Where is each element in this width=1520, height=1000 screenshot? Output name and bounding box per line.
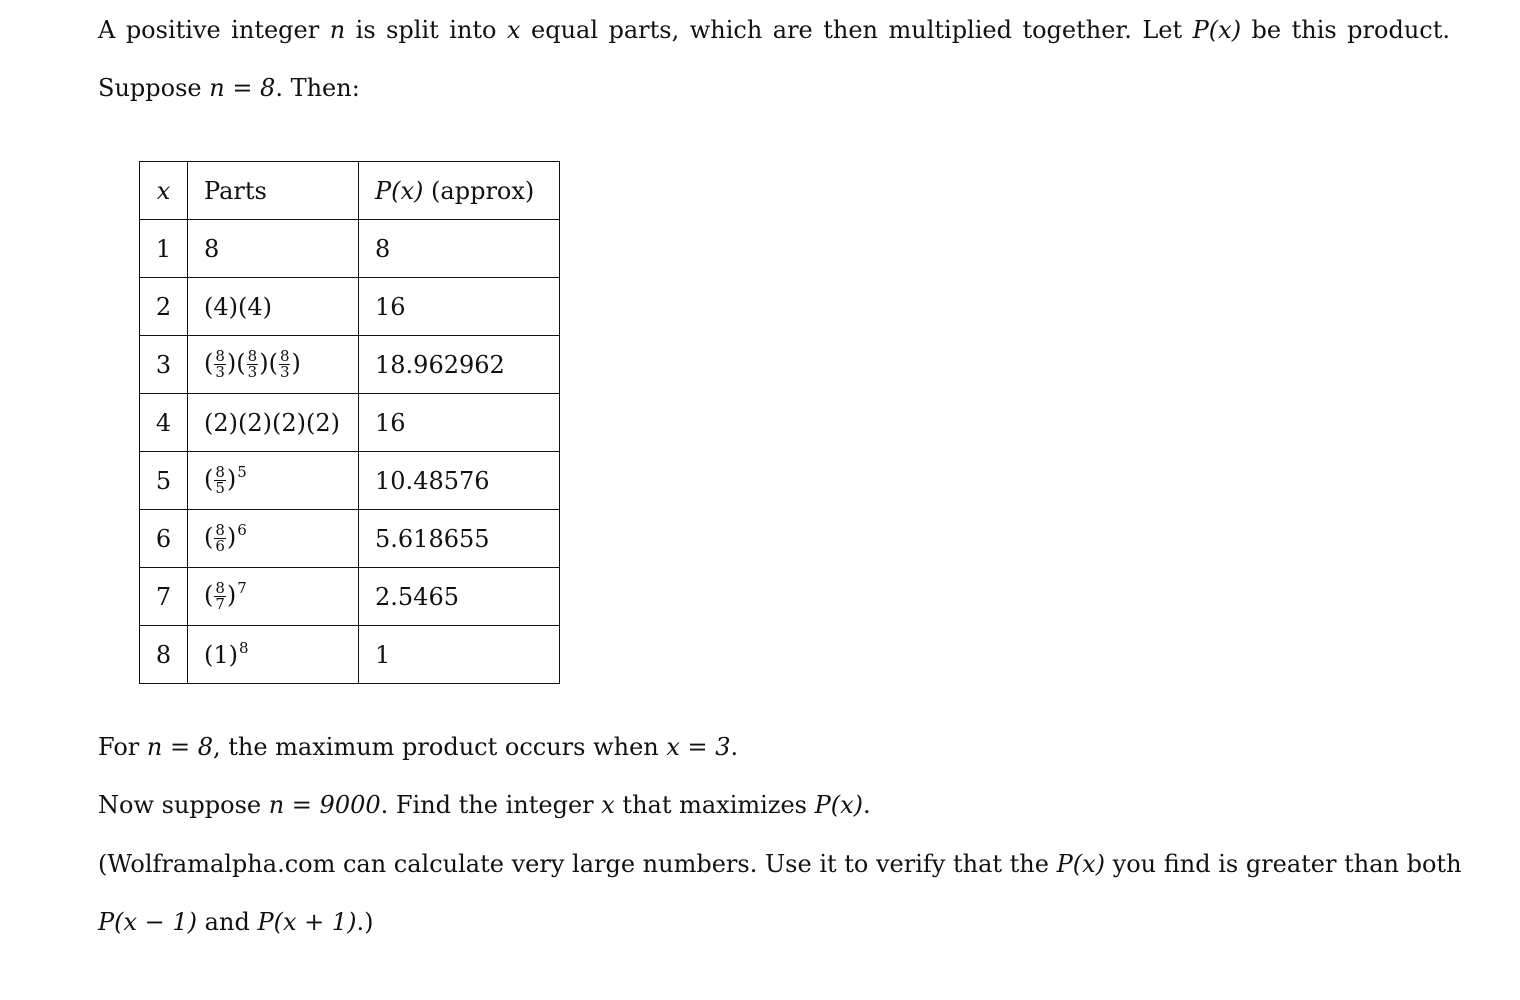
- math-n-eq-8: n = 8: [209, 74, 276, 102]
- cell-x: 3: [140, 336, 188, 394]
- cell-px: 10.48576: [359, 452, 560, 510]
- text-segment: For: [98, 733, 147, 761]
- cell-parts: 8: [188, 220, 359, 278]
- table-header-row: [140, 162, 560, 220]
- math-px: P(x): [814, 791, 864, 819]
- header-px: [359, 162, 560, 220]
- text-segment: .: [863, 791, 871, 819]
- table-row: [140, 336, 560, 394]
- math-x-eq-3: x = 3: [666, 733, 731, 761]
- text-segment: and: [197, 908, 258, 936]
- exponent: 7: [237, 579, 247, 597]
- intro-sentence: [98, 16, 1450, 45]
- fraction: $\frac{8}{3}$: [215, 347, 225, 381]
- text-segment: be this product.: [1241, 16, 1450, 44]
- cell-px: 16: [359, 278, 560, 336]
- suppose-line: [98, 74, 360, 103]
- fraction: $\frac{8}{3}$: [247, 347, 258, 381]
- math-x: x: [506, 16, 521, 44]
- header-parts: Parts: [188, 162, 359, 220]
- text-segment: .): [356, 908, 374, 936]
- cell-x: 7: [140, 568, 188, 626]
- text-segment: .: [730, 733, 739, 761]
- cell-x: 2: [140, 278, 188, 336]
- cell-px: 18.962962: [359, 336, 560, 394]
- cell-x: 4: [140, 394, 188, 452]
- math-x: x: [601, 791, 615, 819]
- table-row: [140, 452, 560, 510]
- text-segment: , the maximum product occurs when: [212, 733, 667, 761]
- math-n-eq-8: n = 8: [146, 733, 213, 761]
- cell-parts: [188, 626, 359, 684]
- math-px-minus-1: P(x − 1): [98, 908, 198, 936]
- math-px-plus-1: P(x + 1): [257, 908, 357, 936]
- table-row: [140, 626, 560, 684]
- fraction: $\frac{8}{7}$: [215, 579, 225, 613]
- parts-table: [139, 161, 560, 684]
- cell-x: 5: [140, 452, 188, 510]
- text-segment: Suppose: [98, 74, 210, 102]
- text-segment: . Then:: [275, 74, 360, 102]
- text-segment: is split into: [345, 16, 507, 44]
- text-segment: (Wolframalpha.com can calculate very large numbers. Use it to verify that the: [98, 850, 1057, 878]
- text-segment: A positive integer: [98, 16, 330, 44]
- text-segment: equal parts, which are then multiplied together. Let: [520, 16, 1193, 44]
- fraction: $\frac{8}{6}$: [215, 521, 225, 555]
- cell-px: 8: [359, 220, 560, 278]
- exponent: 6: [237, 521, 247, 539]
- math-px: P(x): [1056, 850, 1106, 878]
- cell-parts: ( $\frac{8}{6}$ )$^6$: [188, 510, 359, 568]
- cell-parts: ( $\frac{8}{3}$ )( $\frac{8}{3}$ )( $\frac{8}{3}$ ): [188, 336, 359, 394]
- text-segment: Now suppose: [98, 791, 269, 819]
- text-segment: that maximizes: [614, 791, 815, 819]
- exponent: 5: [237, 463, 247, 481]
- cell-parts: (2)(2)(2)(2): [188, 394, 359, 452]
- table-row: [140, 510, 560, 568]
- header-px-fn: P(x): [375, 176, 424, 205]
- cell-x: 6: [140, 510, 188, 568]
- cell-px: 16: [359, 394, 560, 452]
- cell-px: 5.618655: [359, 510, 560, 568]
- fraction: $\frac{8}{3}$: [279, 347, 290, 381]
- exponent: 8: [239, 638, 249, 657]
- cell-x: 1: [140, 220, 188, 278]
- fraction: $\frac{8}{5}$: [215, 463, 225, 497]
- math-n: n: [329, 16, 346, 44]
- cell-parts: (4)(4): [188, 278, 359, 336]
- cell-x: 8: [140, 626, 188, 684]
- table-row: [140, 220, 560, 278]
- cell-parts: ( $\frac{8}{5}$ )$^5$: [188, 452, 359, 510]
- cell-px: 2.5465: [359, 568, 560, 626]
- hint-line: [98, 850, 1462, 879]
- math-n-eq-9000: n = 9000: [268, 791, 381, 819]
- cell-parts: ( $\frac{8}{7}$ )$^7$: [188, 568, 359, 626]
- max-product-line: [98, 733, 738, 762]
- math-px: P(x): [1192, 16, 1242, 44]
- header-px-note: (approx): [423, 176, 535, 205]
- text-segment: you find is greater than both: [1105, 850, 1462, 878]
- table-row: [140, 394, 560, 452]
- cell-px: 1: [359, 626, 560, 684]
- question-line: [98, 791, 871, 820]
- table-row: [140, 278, 560, 336]
- header-x: x: [140, 162, 188, 220]
- table-row: [140, 568, 560, 626]
- text-segment: . Find the integer: [380, 791, 602, 819]
- hint-line-2: [98, 908, 373, 937]
- base: (1): [204, 640, 238, 669]
